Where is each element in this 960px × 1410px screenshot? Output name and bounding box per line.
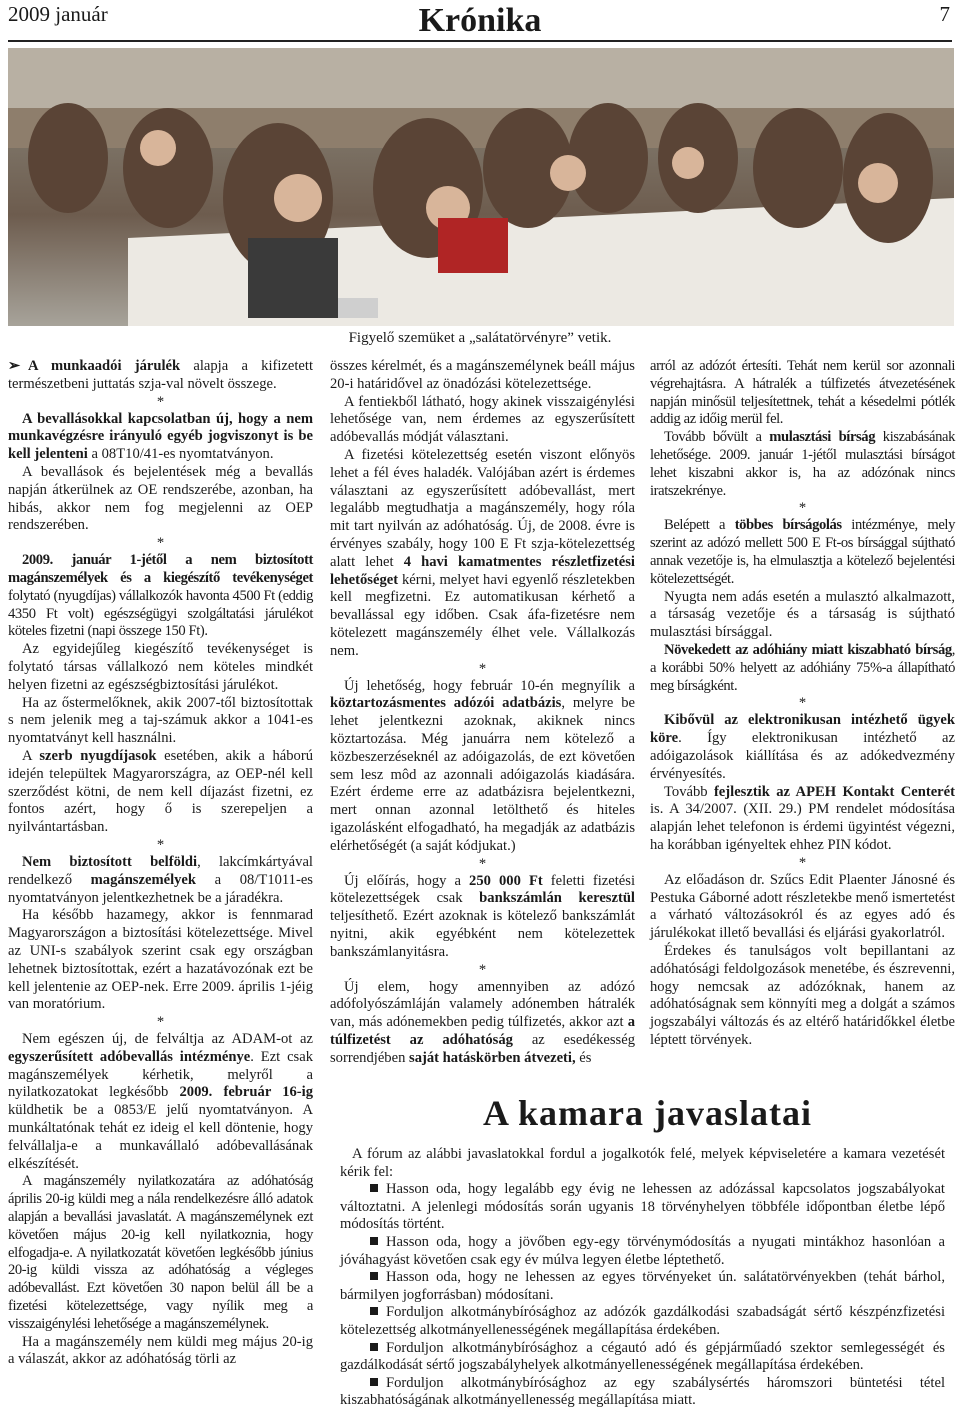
paragraph: Nyugta nem adás esetén a mulasztó alkalmazott, a társaság vezetője és a társaság is sújtható mulasztási bírsággal. <box>650 588 955 641</box>
separator: * <box>156 393 165 410</box>
paragraph: Az előadáson dr. Szűcs Edit Plaenter Jánosné és Pestuka Gáborné adott részletekbe menő ismertetést a várható változásokról és az egyes adó és járulékokat illető bevallási és eljárási gyakorlatról. <box>650 871 955 942</box>
issue-date: 2009 január <box>8 2 108 26</box>
paragraph: Tovább bővült a mulasztási bírság kiszabásának lehetősége. 2009. január 1-jétől mulasztási bírságot lehet kiszabni akkor is, ha az adózónak nincs iratszekrénye. <box>650 429 955 499</box>
separator: * <box>798 500 807 517</box>
paragraph: Ha a magánszemély nem küldi meg május 20-ig a válaszát, akkor az adóhatóság törli az <box>8 1333 313 1368</box>
paragraph: Ha később hazamegy, akkor is fennmarad Magyarországon a biztosítási kötelezettsége. Mivel az UNI-s szabályok szerint csak egy országban lehetnek biztosítottak, ezért a hazatávozónak ezt be kell jelentenie az OEP-nek. Erre 2009. április 1-jéig van moratórium. <box>8 907 313 1013</box>
photo-caption: Figyelő szemüket a „salátatörvényre” vetik. <box>348 330 612 346</box>
square-bullet-icon <box>370 1184 378 1192</box>
square-bullet-icon <box>370 1272 378 1280</box>
page-header <box>0 0 960 40</box>
page-number: 7 <box>939 2 950 26</box>
paragraph: A fizetési kötelezettség esetén viszont előnyös lehet a fél éves haladék. Valójában azért is érdemes választani az egyszerűsített adóbevallást, mert legalább megtudhatja a magánszemély, hogy róla mit tart nyilván az adóhatóság. Új, de 2008. évre is érvényes szabály, hogy 100 E Ft szja-kötelezettség alatt lehet 4 havi kamatmentes részletfizetési lehetőséget kérni, melyet havi egyenlő részletekben kell megfizetni. Ez automatikusan kérhető a bevallással egy időben. Csak áfa-fizetésre nem kötelezett magánszemély élhet vele. Vállalkozás nem. <box>330 446 635 659</box>
list-item: Hasson oda, hogy legalább egy évig ne lehessen az adózással kapcsolatos jogszabályokat változtatni. A jelenlegi módosítás során ugyanis 18 törvényhelyen többféle időpontban életbe lépő módosítás történt. <box>340 1181 945 1233</box>
list-item: Forduljon alkotmánybírósághoz az egy szabálysértés háromszori büntetési tétel kiszabhatóságának alkotmányellenesség megállapítása miatt. <box>340 1374 945 1409</box>
paragraph: ➢ A munkaadói járulék alapja a kifizetett természetbeni juttatás szja-val növelt összege. <box>8 358 314 392</box>
kamara-title: A kamara javaslatai <box>483 1093 812 1133</box>
paragraph: Az egyidejűleg kiegészítő tevékenységet is folytató társas vállalkozó nem köteles mindkét helyen fizetni az egészségbiztosítási járulékot. <box>8 641 313 693</box>
separator: * <box>798 695 807 712</box>
list-item: Hasson oda, hogy a jövőben egy-egy törvénymódosítás a nyugati mintákhoz hasonlóan a jóváhagyást követően csak egy év múlva legyen életbe léptethető. <box>340 1233 945 1268</box>
separator: * <box>478 961 487 978</box>
list-item: Forduljon alkotmánybírósághoz az adózók gazdálkodási szabadságát sértő készpénzfizetési kötelezettség alkotmányellenességének megállapítása érdekében. <box>340 1304 945 1338</box>
kamara-intro: A fórum az alábbi javaslatokkal fordul a jogalkotók felé, melyek képviseletére a kamara vezetését kérik fel: <box>340 1146 945 1180</box>
arrow-bullet-icon: ➢ <box>8 358 21 374</box>
paragraph: Nem egészen új, de felváltja az ADAM-ot az egyszerűsített adóbevallás intézménye. Ezt csak magánszemélyek kérhetik, melyről a nyilatkozatokat legkésőbb 2009. február 16-ig küldhetik be a 0853/E jelű nyomtatványon. A munkáltatónak tehát ez ideig el kell döntenie, hogy felvállalja-e a munkavállaló adóbevallásának elkészítését. <box>8 1031 313 1172</box>
paragraph: Nem biztosított belföldi, lakcímkártyával rendelkező magánszemélyek a 08/T1011-es nyomtatványon jelentkezhetnek be a járadékra. <box>8 853 313 906</box>
separator: * <box>156 535 165 552</box>
paragraph: arról az adózót értesíti. Tehát nem kerül sor azonnali végrehajtásra. A hátralék a túlfizetés átvezetésének napján minősül teljesítettnek, tehát a késedelmi pótlék addig az időig merül fel. <box>650 358 955 428</box>
paragraph: Növekedett az adóhiány miatt kiszabható bírság, a korábbi 50% helyett az adóhiány 75%-a állapítható meg bírságként. <box>650 641 955 694</box>
newspaper-title: Krónika <box>418 2 542 39</box>
paragraph: 2009. január 1-jétől a nem biztosított magánszemélyek és a kiegészítő tevékenységet folytató (nyugdíjas) vállalkozók havonta 4500 Ft (eddig 4350 Ft volt) egészségügyi szolgáltatási járulékot köteles fizetni (napi összege 150 Ft). <box>8 552 313 640</box>
meeting-photo <box>8 48 954 326</box>
separator: * <box>156 836 165 853</box>
kamara-list <box>340 1181 945 1410</box>
paragraph: Kibővül az elektronikusan intézhető ügyek köre. Így elektronikusan intézhető az adóigazolások kiállítása és az adókedvezmény érvényesítés. <box>650 712 955 782</box>
article-column-1 <box>8 358 313 1369</box>
paragraph: A bevallásokkal kapcsolatban új, hogy a nem munkavégzésre irányuló egyéb jogviszonyt is be kell jelenteni a 08T10/41-es nyomtatványon. <box>8 410 313 463</box>
square-bullet-icon <box>370 1378 378 1386</box>
square-bullet-icon <box>370 1343 378 1351</box>
paragraph: A fentiekből látható, hogy akinek visszaigénylési lehetősége van, nem érdemes az egyszerűsített adóbevallás módját választani. <box>330 393 635 446</box>
paragraph: A magánszemély nyilatkozatára az adóhatóság április 20-ig küldi meg a nála rendelkezésre álló adatok alapján a bevallási javaslatát. A magánszemélynek ezt követően május 20-ig kell nyilatkoznia, hogy elfogadja-e. A nyilatkozatát követően legkésőbb június 20-ig küldi vissza az adóhatóság a végleges adóbevallást. Ezt követően 30 napon belül áll be a fizetési kötelezettsége, vagy nyílik meg a visszaigénylési lehetősége a magánszemélynek. <box>8 1173 313 1332</box>
separator: * <box>156 1014 165 1031</box>
separator: * <box>478 660 487 677</box>
separator: * <box>478 855 487 872</box>
paragraph: A bevallások és bejelentések még a bevallás napján átkerülnek az OE rendszerébe, azonban, ha hibás, akkor nem fog megjelenni az OEP rendszerében. <box>8 463 313 534</box>
paragraph: Belépett a többes bírságolás intézménye, mely szerint az adózó mellett 500 E Ft-os bírsággal sújtható annak vezetője is, ha elmulasztja a kötelező bejelentési kötelezettségét. <box>650 517 955 587</box>
paragraph: Érdekes és tanulságos volt bepillantani az adóhatósági feldolgozások menetébe, és észrevenni, hogy nemcsak az adózóknak, hanem az adóhatóságnak sem könnyíti meg a dolgát a számos jogszabályi változás és az eltérő határidőkkel életbe léptett törvények. <box>650 942 955 1048</box>
separator: * <box>798 854 807 871</box>
header-rule <box>8 40 952 42</box>
list-item: Forduljon alkotmánybírósághoz a cégautó adó és gépjárműadó szektor semlegességét és gazdálkodását sértő jogszabályhelyek alkotmányellenességének megállapítása érdekében. <box>340 1339 945 1374</box>
paragraph: Új lehetőség, hogy február 10-én megnyílik a köztartozásmentes adózói adatbázis, melyre be lehet jelentkezni azoknak, akiknek nincs köztartozása. Még januárra nem kötelező a közbeszerzéseknél az adóigazolás, de ezt követően sem lesz môd az azonnali adóigazolás kiadására. Ezért érdeme erre az adatbázisra bejelentkezni, mert onnan azonnal letölthető és hiteles igazolásként elfogadható, ha megadják az adatbázis elérhetőségét (a saját kódjukat.) <box>330 677 635 854</box>
paragraph: A szerb nyugdíjasok esetében, akik a háború idején települtek Magyarországra, az OEP-nél kell szerződést kötni, de nem kell díjazást fizetni, ez fontos azért, hogy ő is szerepeljen a nyilvántartásban. <box>8 747 314 836</box>
paragraph: Új előírás, hogy a 250 000 Ft feletti fizetési kötelezettségek csak bankszámlán keresztül teljesíthető. Ezért azoknak is kötelező bankszámlát nyitni, akik egyébként nem kötelezettek bankszámlanyitásra. <box>330 872 636 960</box>
paragraph: Tovább fejlesztik az APEH Kontakt Centerét is. A 34/2007. (XII. 29.) PM rendelet módosítása alapján lehet telefonon is érdemi ügyintést végezni, ha korábban igényeltek ehhez PIN kódot. <box>650 783 956 853</box>
article-column-3 <box>650 358 955 1050</box>
list-item: Hasson oda, hogy ne lehessen az egyes törvényeket ún. salátatörvényekben (tehát bárhol, bármilyen jogforrásban) módosítani. <box>340 1269 945 1303</box>
square-bullet-icon <box>370 1237 378 1245</box>
paragraph: összes kérelmét, és a magánszemélynek beáll május 20-i határidővel az önadózási kötelezettsége. <box>330 358 635 392</box>
article-column-2 <box>330 358 635 1067</box>
paragraph: Új elem, hogy amennyiben az adózó adófolyószámláján valamely adónemben hátralék van, más adónemekben pedig túlfizetés, akkor azt a túlfizetést az adóhatóság az esedékesség sorrendjében saját hatáskörben átvezeti, és <box>330 978 635 1066</box>
square-bullet-icon <box>370 1307 378 1315</box>
paragraph: Ha az őstermelőknek, akik 2007-től biztosítottak s nem jelenik meg a taj-számuk akkor a 1041-es nyomtatványt kell használni. <box>8 694 313 747</box>
kamara-section <box>340 1146 945 1410</box>
